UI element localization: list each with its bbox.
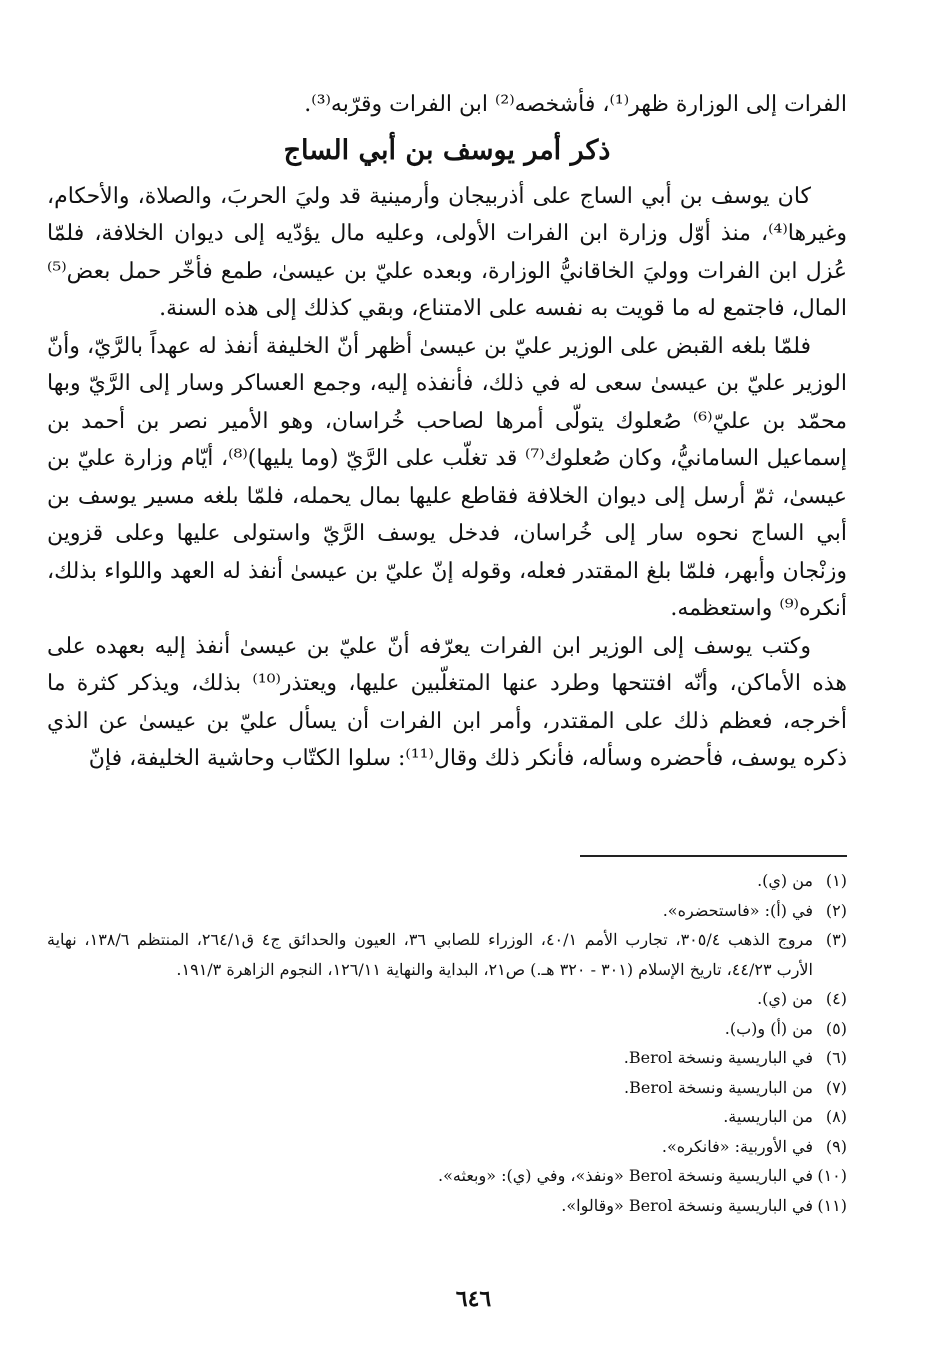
footnote-6 [47, 1043, 847, 1073]
footnote-text: في الباريسية ونسخة Berol «ونفذ»، وفي (ي): «وبعثه». [438, 1166, 813, 1185]
footnotes [47, 866, 847, 1220]
footnote-11 [47, 1191, 847, 1221]
footnote-number: (٩) [825, 1136, 847, 1156]
footnote-text: في الأوربية: «فانكره». [661, 1136, 813, 1156]
section-heading: ذكر أمر يوسف بن أبي الساج [283, 134, 611, 166]
paragraph-1: كان يوسف بن أبي الساج على أذربيجان وأرمينية قد وليَ الحربَ، والصلاة، والأحكام، وغيرها⁽⁴⁾، منذ أوّل وزارة ابن الفرات الأولى، وعليه مال يؤدّيه إلى ديوان الخلافة، فلمّا عُزل ابن الفرات ووليَ الخاقانيُّ الوزارة، وبعده عليّ بن عيسىٰ، طمع فأخّر حمل بعض⁽⁵⁾ المال، فاجتمع له ما قويت به نفسه على الامتناع، وبقي كذلك إلى هذه السنة. [47, 183, 847, 321]
paragraph-2: فلمّا بلغه القبض على الوزير عليّ بن عيسىٰ أظهر أنّ الخليفة أنفذ له عهداً بالرَّيّ، وأنّ الوزير عليّ بن عيسىٰ سعى له في ذلك، فأنفذه إليه، وجمع العساكر وسار إلى الرَّيّ وبها محمّد بن عليّ⁽⁶⁾ صُعلوك يتولّى أمرها لصاحب خُراسان، وهو الأمير نصر بن أحمد بن إسماعيل السامانيُّ، وكان صُعلوك⁽⁷⁾ قد تغلّب على الرَّيّ (وما يليها)⁽⁸⁾، أيّام وزارة عليّ بن عيسىٰ، ثمّ أرسل إلى ديوان الخلافة فقاطع عليها بمال يحمله، فلمّا بلغه مسير يوسف بن أبي الساج نحوه سار إلى خُراسان، فدخل يوسف الرَّيّ واستولى عليها وعلى قزوين وزنْجان وأبهر، فلمّا بلغ المقتدر فعله، وقوله إنّ عليّ بن عيسىٰ أنفذ له العهد واللواء بذلك، أنكره⁽⁹⁾ واستعظمه. [47, 333, 847, 621]
footnote-text: مروج الذهب ٣٠٥/٤، تجارب الأمم ٤٠/١، الوزراء للصابي ٣٦، العيون والحدائق ج٤ ق٢٦٤/١، المنتظم ١٣٨/٦، نهاية الأرب ٤٤/٢٣، تاريخ الإسلام (٣٠١ - ٣٢٠ هـ.) ص٢١، البداية والنهاية ١٢٦/١١، النجوم الزاهرة ١٩١/٣. [47, 930, 814, 979]
footnote-4 [47, 984, 847, 1014]
footnote-2 [47, 896, 847, 926]
footnote-text: من الباريسية ونسخة Berol. [624, 1077, 813, 1097]
footnote-number: (٣) [825, 930, 847, 949]
opening-line: الفرات إلى الوزارة ظهر⁽¹⁾، فأشخصه⁽²⁾ ابن الفرات وقرّبه⁽³⁾. [304, 92, 847, 117]
footnote-text: من (ي). [757, 871, 813, 890]
main-text [47, 86, 847, 778]
footnote-number: (٥) [825, 1018, 847, 1038]
footnote-text: في الباريسية ونسخة Berol. [623, 1048, 813, 1067]
footnote-number: (٢) [825, 900, 847, 920]
footnote-number: (٨) [825, 1107, 847, 1126]
footnote-number: (١١) [817, 1195, 847, 1215]
footnote-number: (٧) [825, 1077, 847, 1097]
footnote-number: (٦) [825, 1048, 847, 1067]
footnote-9 [47, 1132, 847, 1162]
page-number: ٦٤٦ [455, 1286, 492, 1312]
footnote-number: (٤) [825, 989, 847, 1008]
footnote-5 [47, 1014, 847, 1044]
footnote-text: من (أ) و(ب). [724, 1018, 813, 1038]
footnote-1 [47, 866, 847, 896]
footnote-text: في الباريسية ونسخة Berol «وقالوا». [561, 1195, 813, 1215]
footnote-10 [47, 1161, 847, 1191]
footnote-text: من (ي). [757, 989, 813, 1008]
footnote-7 [47, 1073, 847, 1103]
footnote-number: (١) [825, 871, 847, 890]
footnote-text: من الباريسية. [723, 1107, 813, 1126]
footnote-3 [47, 925, 847, 984]
footnote-divider [580, 855, 847, 857]
footnote-number: (١٠) [817, 1166, 847, 1185]
footnote-text: في (أ): «فاستحضره». [662, 900, 813, 920]
footnote-8 [47, 1102, 847, 1132]
paragraph-3: وكتب يوسف إلى الوزير ابن الفرات يعرّفه أنّ عليّ بن عيسىٰ أنفذ إليه بعهده على هذه الأماكن، وأنّه افتتحها وطرد عنها المتغلّبين عليها، ويعتذر⁽¹⁰⁾ بذلك، ويذكر كثرة ما أخرجه، فعظم ذلك على المقتدر، وأمر ابن الفرات أن يسأل عليّ بن عيسىٰ عن الذي ذكره يوسف، فأحضره وسأله، فأنكر ذلك وقال⁽¹¹⁾: سلوا الكتّاب وحاشية الخليفة، فإنّ [47, 633, 847, 771]
